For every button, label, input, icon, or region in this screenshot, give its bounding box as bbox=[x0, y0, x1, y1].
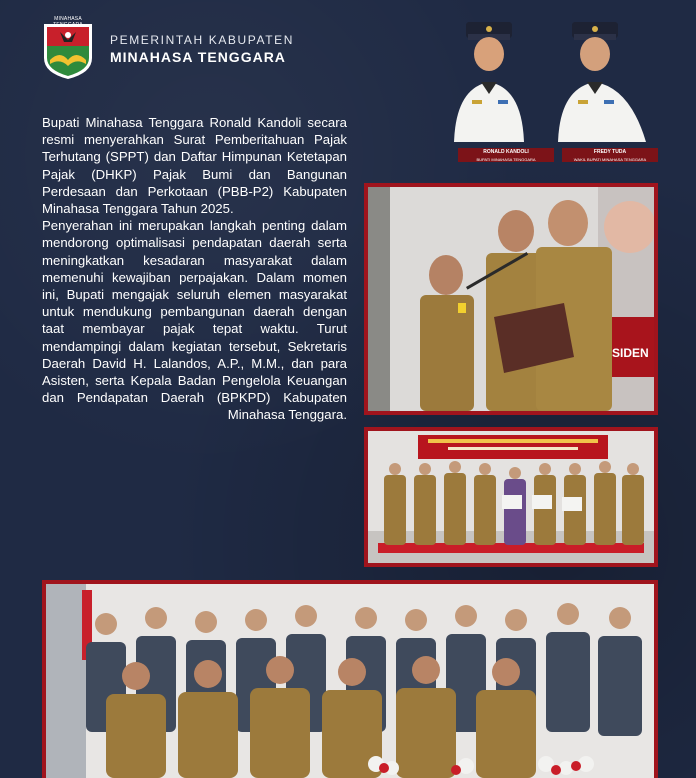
article-paragraph-1: Bupati Minahasa Tenggara Ronald Kandoli secara resmi menyerahkan Surat Pemberitahuan Pajak Terhutang (SPPT) dan Daftar Himpunan Ketetapan Pajak (DHKP) Pajak Bumi dan Bangunan Perdesaan dan Perkotaan (PBB-P2) Kabupaten Minahasa Tenggara Tahun 2025. bbox=[42, 115, 347, 217]
official-name: RONALD KANDOLI bbox=[483, 149, 529, 155]
nameplate-wakil bbox=[562, 148, 658, 162]
photo-group-sppt bbox=[364, 427, 658, 567]
officials-image bbox=[448, 18, 660, 162]
officials-portrait bbox=[448, 18, 660, 162]
nameplate-bupati bbox=[458, 148, 554, 162]
official-role: BUPATI MINAHASA TENGGARA bbox=[476, 157, 536, 162]
photo-handover bbox=[364, 183, 658, 415]
regency-logo bbox=[42, 18, 94, 80]
header bbox=[42, 18, 294, 80]
nameplates bbox=[458, 148, 658, 162]
gov-line-1: PEMERINTAH KABUPATEN bbox=[110, 33, 295, 47]
photo-large-group bbox=[42, 580, 658, 778]
article-body bbox=[42, 114, 347, 424]
gov-line-2: MINAHASA TENGGARA bbox=[110, 49, 286, 65]
government-title bbox=[110, 33, 294, 65]
official-role: WAKIL BUPATI MINAHASA TENGGARA bbox=[573, 157, 647, 162]
banner-text: SIDEN bbox=[612, 346, 649, 360]
logo-caption: MINAHASA TENGGARA bbox=[53, 16, 83, 28]
official-name: FREDY TUDA bbox=[593, 149, 627, 155]
article-paragraph-2: Penyerahan ini merupakan langkah penting dalam mendorong optimalisasi pendapatan daerah serta meningkatkan kesadaran masyarakat dalam memenuhi kewajiban perpajakan. Dalam momen ini, Bupati mengajak seluruh elemen masyarakat untuk mendukung pembangunan daerah dengan taat membayar pajak tepat waktu. Turut mendampingi dalam kegiatan tersebut, Sekretaris Daerah David H. Lalandos, A.P., M.M., dan para Asisten, serta Kepala Badan Pengelola Keuangan dan Pendapatan Daerah (BPKPD) Kabupaten Minahasa Tenggara. bbox=[42, 218, 347, 423]
